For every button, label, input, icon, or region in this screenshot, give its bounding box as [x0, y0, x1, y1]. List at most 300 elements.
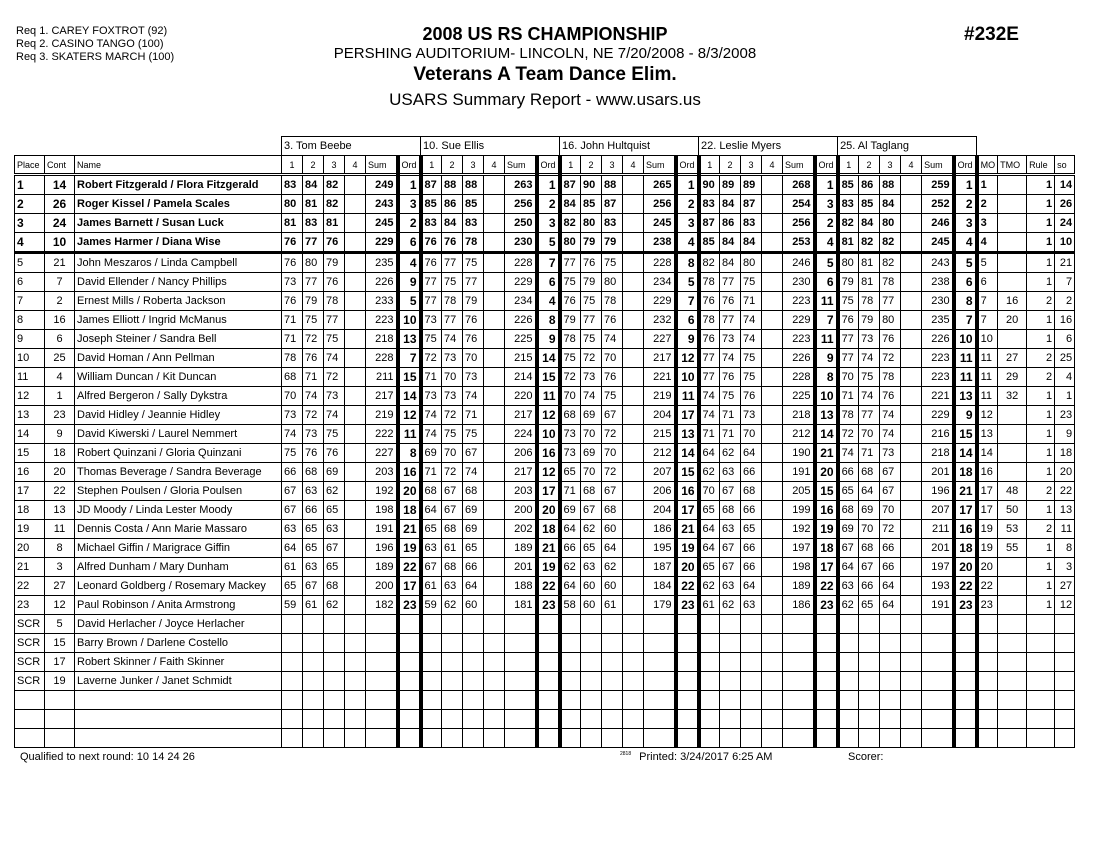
- score-cell: 78: [838, 406, 859, 425]
- sum-cell: 234: [505, 292, 537, 311]
- ordinal-cell: 17: [815, 558, 838, 577]
- score-cell: 82: [699, 253, 720, 273]
- score-cell: 77: [720, 311, 741, 330]
- score-cell: 68: [602, 501, 623, 520]
- sum-cell: [644, 653, 676, 672]
- score-cell: [720, 653, 741, 672]
- col-judge-3: 3: [880, 156, 901, 175]
- score-cell: [762, 482, 783, 501]
- score-cell: [484, 501, 505, 520]
- cont-cell: 11: [45, 520, 75, 539]
- ordinal-cell: 3: [676, 214, 699, 233]
- score-cell: 73: [463, 368, 484, 387]
- score-cell: [484, 463, 505, 482]
- score-cell: [345, 406, 366, 425]
- score-cell: [762, 368, 783, 387]
- blank-cell: [15, 137, 282, 156]
- rule-cell: [1027, 672, 1055, 691]
- cont-cell: 22: [45, 482, 75, 501]
- sum-cell: 243: [366, 195, 398, 214]
- sum-cell: 189: [783, 577, 815, 596]
- sum-cell: 217: [505, 463, 537, 482]
- score-cell: 77: [581, 311, 602, 330]
- col-judge-2: 2: [442, 156, 463, 175]
- score-cell: 79: [859, 311, 880, 330]
- sum-cell: 192: [783, 520, 815, 539]
- ordinal-cell: 20: [537, 501, 560, 520]
- ordinal-cell: [954, 653, 977, 672]
- sum-cell: 197: [922, 558, 954, 577]
- sum-cell: [505, 729, 537, 748]
- score-cell: 80: [602, 273, 623, 292]
- score-cell: 78: [880, 368, 901, 387]
- sum-cell: 263: [505, 175, 537, 195]
- judge-name: 16. John Hultquist: [560, 137, 699, 156]
- so-cell: [1055, 672, 1075, 691]
- sum-cell: 253: [783, 233, 815, 253]
- sum-cell: 207: [644, 463, 676, 482]
- sum-cell: 252: [922, 195, 954, 214]
- cont-cell: 1: [45, 387, 75, 406]
- sum-cell: 228: [783, 368, 815, 387]
- score-cell: 74: [838, 444, 859, 463]
- tmo-cell: 32: [998, 387, 1027, 406]
- sum-cell: 221: [644, 368, 676, 387]
- rule-cell: 2: [1027, 368, 1055, 387]
- score-cell: 73: [581, 368, 602, 387]
- score-cell: 74: [741, 330, 762, 349]
- ordinal-cell: 13: [676, 425, 699, 444]
- score-cell: 76: [699, 292, 720, 311]
- score-cell: 70: [741, 425, 762, 444]
- report-tag: 2818: [620, 751, 632, 757]
- score-cell: 65: [699, 558, 720, 577]
- col-judge-sum: Sum: [922, 156, 954, 175]
- so-cell: [1055, 653, 1075, 672]
- score-cell: 64: [282, 539, 303, 558]
- so-cell: 18: [1055, 444, 1075, 463]
- rule-cell: 1: [1027, 330, 1055, 349]
- score-cell: [901, 653, 922, 672]
- score-cell: 66: [741, 539, 762, 558]
- rule-cell: [1027, 691, 1055, 710]
- ordinal-cell: 2: [676, 195, 699, 214]
- sum-cell: 228: [366, 349, 398, 368]
- col-judge-ord: Ord: [815, 156, 838, 175]
- ordinal-cell: [815, 691, 838, 710]
- tmo-cell: [998, 214, 1027, 233]
- ordinal-cell: 5: [954, 253, 977, 273]
- score-cell: 73: [560, 444, 581, 463]
- rule-cell: 2: [1027, 292, 1055, 311]
- mo-cell: 17: [977, 482, 998, 501]
- scorer-label: Scorer:: [848, 751, 884, 763]
- score-cell: 82: [859, 233, 880, 253]
- score-cell: 64: [880, 596, 901, 615]
- score-cell: 82: [324, 175, 345, 195]
- score-cell: 84: [303, 175, 324, 195]
- score-cell: [623, 233, 644, 253]
- score-cell: [623, 615, 644, 634]
- ordinal-cell: [815, 653, 838, 672]
- score-cell: 82: [880, 253, 901, 273]
- sum-cell: 223: [366, 311, 398, 330]
- score-cell: 77: [859, 406, 880, 425]
- place-cell: [15, 710, 45, 729]
- table-row: [15, 406, 1075, 425]
- ordinal-cell: [398, 691, 421, 710]
- rule-cell: 1: [1027, 539, 1055, 558]
- table-row: [15, 273, 1075, 292]
- score-cell: 72: [602, 463, 623, 482]
- sum-cell: 201: [922, 463, 954, 482]
- score-cell: 89: [741, 175, 762, 195]
- rule-cell: 1: [1027, 425, 1055, 444]
- col-name: Name: [75, 156, 282, 175]
- sum-cell: 235: [366, 253, 398, 273]
- score-cell: 74: [880, 425, 901, 444]
- so-cell: 2: [1055, 292, 1075, 311]
- ordinal-cell: [676, 672, 699, 691]
- so-cell: 3: [1055, 558, 1075, 577]
- sum-cell: 189: [366, 558, 398, 577]
- ordinal-cell: 21: [398, 520, 421, 539]
- score-cell: 77: [560, 253, 581, 273]
- score-cell: 75: [421, 330, 442, 349]
- score-cell: 65: [421, 520, 442, 539]
- name-cell: Alfred Bergeron / Sally Dykstra: [75, 387, 282, 406]
- score-cell: 62: [324, 482, 345, 501]
- name-cell: Michael Giffin / Marigrace Giffin: [75, 539, 282, 558]
- score-cell: [602, 615, 623, 634]
- score-cell: [345, 444, 366, 463]
- ordinal-cell: 2: [398, 214, 421, 233]
- ordinal-cell: 17: [398, 577, 421, 596]
- ordinal-cell: 1: [398, 175, 421, 195]
- score-cell: 75: [602, 387, 623, 406]
- score-cell: 71: [282, 330, 303, 349]
- score-cell: 62: [720, 596, 741, 615]
- cont-cell: 20: [45, 463, 75, 482]
- name-cell: James Harmer / Diana Wise: [75, 233, 282, 253]
- score-cell: 68: [581, 482, 602, 501]
- score-cell: [484, 214, 505, 233]
- ordinal-cell: 2: [537, 195, 560, 214]
- col-judge-1: 1: [838, 156, 859, 175]
- mo-cell: 1: [977, 175, 998, 195]
- mo-cell: [977, 653, 998, 672]
- col-judge-1: 1: [282, 156, 303, 175]
- name-cell: Robert Quinzani / Gloria Quinzani: [75, 444, 282, 463]
- score-cell: [720, 634, 741, 653]
- score-cell: 77: [303, 233, 324, 253]
- ordinal-cell: 4: [398, 253, 421, 273]
- score-cell: [560, 653, 581, 672]
- score-cell: 79: [581, 273, 602, 292]
- sum-cell: 218: [366, 330, 398, 349]
- score-cell: 73: [421, 387, 442, 406]
- sum-cell: [783, 710, 815, 729]
- sum-cell: 230: [922, 292, 954, 311]
- rule-cell: [1027, 634, 1055, 653]
- championship-title: 2008 US RS CHAMPIONSHIP: [422, 24, 668, 44]
- score-cell: 82: [880, 233, 901, 253]
- ordinal-cell: [676, 653, 699, 672]
- score-cell: [623, 292, 644, 311]
- sum-cell: [505, 672, 537, 691]
- score-cell: [838, 653, 859, 672]
- score-cell: 76: [602, 311, 623, 330]
- ordinal-cell: 22: [537, 577, 560, 596]
- ordinal-cell: 16: [954, 520, 977, 539]
- score-cell: 77: [838, 330, 859, 349]
- so-cell: [1055, 634, 1075, 653]
- score-cell: 79: [560, 311, 581, 330]
- score-cell: 74: [463, 463, 484, 482]
- sum-cell: [922, 653, 954, 672]
- sum-cell: [783, 615, 815, 634]
- ordinal-cell: [398, 615, 421, 634]
- score-cell: [421, 672, 442, 691]
- ordinal-cell: [954, 691, 977, 710]
- ordinal-cell: 3: [815, 195, 838, 214]
- sum-cell: 232: [644, 311, 676, 330]
- score-cell: 70: [463, 349, 484, 368]
- score-cell: [880, 634, 901, 653]
- score-cell: [463, 615, 484, 634]
- tmo-cell: [998, 463, 1027, 482]
- score-cell: 80: [282, 195, 303, 214]
- col-judge-ord: Ord: [954, 156, 977, 175]
- place-cell: 12: [15, 387, 45, 406]
- score-cell: [901, 596, 922, 615]
- ordinal-cell: 22: [398, 558, 421, 577]
- ordinal-cell: 13: [815, 406, 838, 425]
- score-cell: [838, 729, 859, 748]
- score-cell: 60: [463, 596, 484, 615]
- place-cell: 20: [15, 539, 45, 558]
- so-cell: 25: [1055, 349, 1075, 368]
- score-cell: 68: [463, 482, 484, 501]
- requirement-3: Req 3. SKATERS MARCH (100): [16, 51, 175, 63]
- score-cell: 69: [581, 444, 602, 463]
- score-cell: [421, 634, 442, 653]
- score-cell: 67: [442, 482, 463, 501]
- score-cell: 71: [560, 482, 581, 501]
- place-cell: 4: [15, 233, 45, 253]
- ordinal-cell: 17: [537, 482, 560, 501]
- ordinal-cell: 18: [954, 539, 977, 558]
- score-cell: [421, 615, 442, 634]
- name-cell: James Barnett / Susan Luck: [75, 214, 282, 233]
- so-cell: 7: [1055, 273, 1075, 292]
- table-row: [15, 482, 1075, 501]
- ordinal-cell: 12: [537, 463, 560, 482]
- judge-name: 22. Leslie Myers: [699, 137, 838, 156]
- sum-cell: 184: [644, 577, 676, 596]
- score-cell: 77: [421, 292, 442, 311]
- ordinal-cell: [815, 672, 838, 691]
- score-cell: [324, 691, 345, 710]
- score-cell: 67: [720, 482, 741, 501]
- score-cell: 71: [859, 444, 880, 463]
- score-cell: [602, 653, 623, 672]
- col-judge-4: 4: [901, 156, 922, 175]
- score-cell: 70: [602, 444, 623, 463]
- sum-cell: 198: [783, 558, 815, 577]
- tmo-cell: [998, 273, 1027, 292]
- mo-cell: 10: [977, 330, 998, 349]
- score-cell: 78: [859, 292, 880, 311]
- table-row: [15, 292, 1075, 311]
- score-cell: [463, 653, 484, 672]
- score-cell: 75: [324, 425, 345, 444]
- col-judge-sum: Sum: [505, 156, 537, 175]
- score-cell: 65: [303, 520, 324, 539]
- ordinal-cell: 18: [954, 463, 977, 482]
- score-cell: [303, 710, 324, 729]
- sum-cell: [644, 691, 676, 710]
- name-cell: Robert Fitzgerald / Flora Fitzgerald: [75, 175, 282, 195]
- score-cell: 71: [741, 292, 762, 311]
- col-place: Place: [15, 156, 45, 175]
- name-cell: [75, 691, 282, 710]
- sum-cell: [366, 615, 398, 634]
- score-cell: 76: [324, 273, 345, 292]
- sum-cell: 238: [644, 233, 676, 253]
- ordinal-cell: 19: [398, 539, 421, 558]
- score-cell: 75: [838, 292, 859, 311]
- score-cell: 74: [880, 406, 901, 425]
- score-cell: 74: [463, 387, 484, 406]
- score-cell: [880, 653, 901, 672]
- table-row: [15, 653, 1075, 672]
- score-cell: 74: [324, 349, 345, 368]
- score-cell: [602, 691, 623, 710]
- ordinal-cell: 9: [398, 273, 421, 292]
- col-judge-ord: Ord: [676, 156, 699, 175]
- score-cell: [762, 253, 783, 273]
- ordinal-cell: 8: [815, 368, 838, 387]
- cont-cell: 15: [45, 634, 75, 653]
- score-cell: 69: [560, 501, 581, 520]
- name-cell: JD Moody / Linda Lester Moody: [75, 501, 282, 520]
- score-cell: 79: [838, 273, 859, 292]
- score-cell: [762, 691, 783, 710]
- sum-cell: 224: [505, 425, 537, 444]
- score-cell: [623, 330, 644, 349]
- sum-cell: 200: [505, 501, 537, 520]
- so-cell: 4: [1055, 368, 1075, 387]
- score-cell: [901, 406, 922, 425]
- ordinal-cell: [815, 615, 838, 634]
- score-cell: [901, 273, 922, 292]
- col-judge-2: 2: [303, 156, 324, 175]
- ordinal-cell: [398, 653, 421, 672]
- score-cell: [484, 273, 505, 292]
- score-cell: [623, 539, 644, 558]
- score-cell: [324, 729, 345, 748]
- ordinal-cell: 1: [537, 175, 560, 195]
- score-cell: 69: [324, 463, 345, 482]
- score-cell: [282, 710, 303, 729]
- score-cell: 72: [442, 463, 463, 482]
- score-cell: 60: [581, 577, 602, 596]
- table-row: [15, 368, 1075, 387]
- score-cell: 90: [699, 175, 720, 195]
- ordinal-cell: 4: [676, 233, 699, 253]
- rule-cell: [1027, 615, 1055, 634]
- score-cell: [442, 729, 463, 748]
- score-cell: 69: [581, 406, 602, 425]
- sum-cell: 220: [505, 387, 537, 406]
- score-cell: [442, 615, 463, 634]
- score-cell: 74: [442, 330, 463, 349]
- place-cell: 18: [15, 501, 45, 520]
- cont-cell: 6: [45, 330, 75, 349]
- score-cell: 64: [741, 577, 762, 596]
- score-cell: [560, 691, 581, 710]
- mo-cell: [977, 691, 998, 710]
- score-cell: 82: [838, 214, 859, 233]
- mo-cell: [977, 729, 998, 748]
- score-cell: [901, 539, 922, 558]
- score-cell: [623, 482, 644, 501]
- ordinal-cell: 16: [815, 501, 838, 520]
- score-cell: 89: [720, 175, 741, 195]
- so-cell: 10: [1055, 233, 1075, 253]
- ordinal-cell: [954, 729, 977, 748]
- score-cell: 67: [838, 539, 859, 558]
- score-cell: [623, 710, 644, 729]
- score-cell: 66: [880, 539, 901, 558]
- score-cell: 76: [282, 253, 303, 273]
- judge-name: 3. Tom Beebe: [282, 137, 421, 156]
- sum-cell: 222: [366, 425, 398, 444]
- score-cell: [484, 425, 505, 444]
- score-cell: 77: [442, 253, 463, 273]
- ordinal-cell: 15: [398, 368, 421, 387]
- score-cell: 64: [560, 577, 581, 596]
- score-cell: 77: [324, 311, 345, 330]
- score-cell: 76: [880, 387, 901, 406]
- score-cell: 76: [421, 233, 442, 253]
- ordinal-cell: 20: [954, 558, 977, 577]
- sum-cell: 229: [783, 311, 815, 330]
- score-cell: [421, 710, 442, 729]
- score-cell: 83: [741, 214, 762, 233]
- score-cell: 70: [282, 387, 303, 406]
- score-cell: 63: [720, 577, 741, 596]
- score-cell: [859, 729, 880, 748]
- score-cell: [623, 368, 644, 387]
- sum-cell: 243: [922, 253, 954, 273]
- score-cell: 88: [602, 175, 623, 195]
- score-cell: 72: [581, 349, 602, 368]
- score-cell: 66: [560, 539, 581, 558]
- score-cell: [762, 634, 783, 653]
- ordinal-cell: 11: [954, 349, 977, 368]
- score-cell: 73: [560, 425, 581, 444]
- rule-cell: 1: [1027, 387, 1055, 406]
- score-cell: [345, 653, 366, 672]
- score-cell: 70: [859, 425, 880, 444]
- score-cell: 77: [699, 368, 720, 387]
- score-cell: 74: [859, 387, 880, 406]
- so-cell: [1055, 710, 1075, 729]
- cont-cell: 13: [45, 501, 75, 520]
- score-cell: 77: [463, 273, 484, 292]
